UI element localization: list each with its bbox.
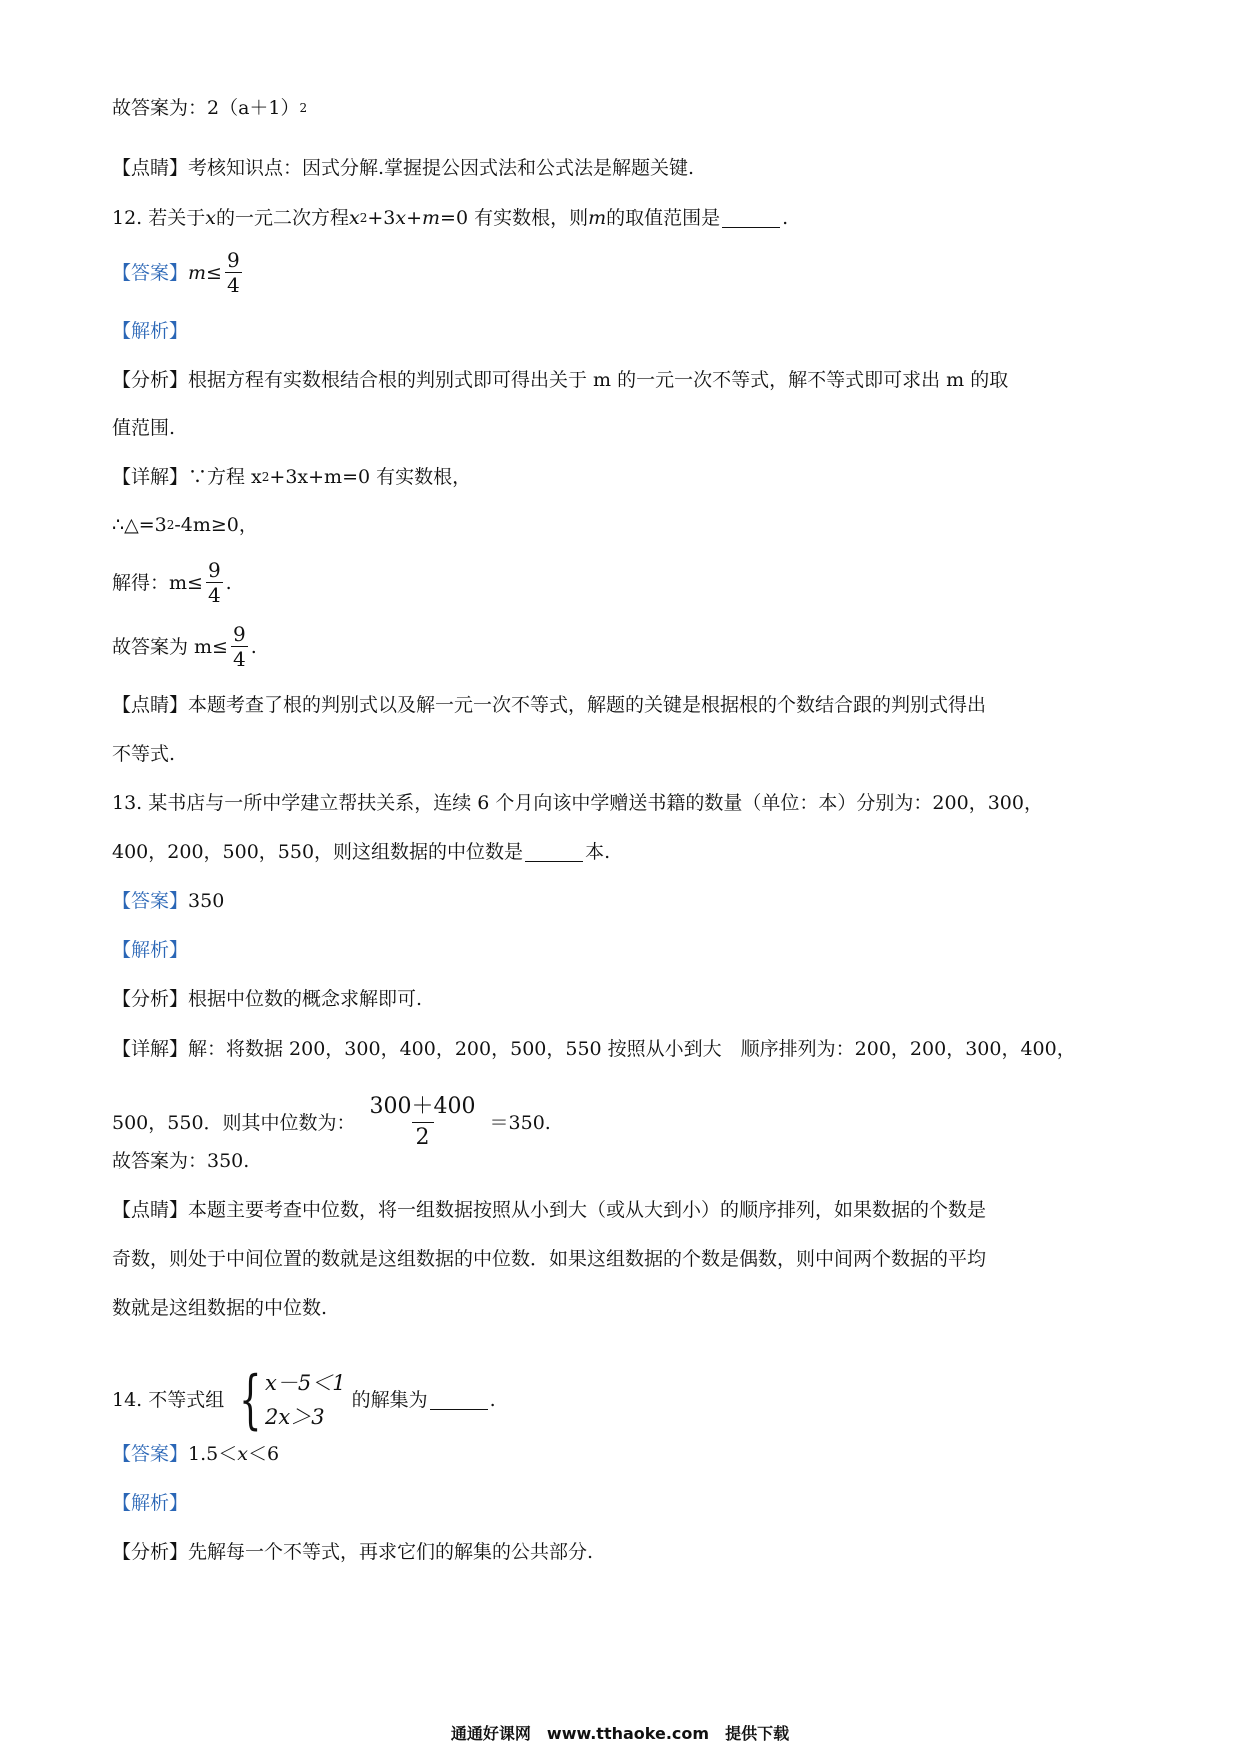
dianjing-13-line3: 数就是这组数据的中位数. [112, 1297, 328, 1319]
median-fraction: $\frac{300+400}{2}$ [366, 1092, 480, 1153]
dianjing-13-line1: 【点睛】本题主要考查中位数，将一组数据按照从小到大（或从大到小）的顺序排列，如果数据的个数是 [112, 1199, 987, 1221]
question-13-line1: 13. 某书店与一所中学建立帮扶关系，连续 6 个月向该中学赠送书籍的数量（单位：本）分别为：200，300， [112, 792, 1043, 814]
answer-restate-12: 故答案为 m≤ $\frac{9}{4}$ . [112, 622, 257, 671]
fenxi-12-line2: 值范围. [112, 417, 176, 439]
question-13-line2: 400，200，500，550，则这组数据的中位数是 本. [112, 841, 611, 863]
answer-12: 【答案】 m ≤ $\frac{9}{4}$ [112, 248, 240, 297]
answer-blank [722, 209, 780, 228]
fenxi-14: 【分析】先解每一个不等式，再求它们的解集的公共部分. [112, 1541, 594, 1563]
question-14: 14. 不等式组 { x－5＜1 2x＞3 的解集为 . [112, 1363, 496, 1437]
xiangjie-13-line1: 【详解】解：将数据 200，300，400，200，500，550 按照从小到大 顺序排列为：200，200，300，400， [112, 1038, 1076, 1060]
answer-line: 故答案为：2（a＋1） 2 [112, 97, 308, 119]
fraction: $\frac{9}{4}$ [207, 558, 221, 607]
fenxi-12-line1: 【分析】根据方程有实数根结合根的判别式即可得出关于 m 的一元一次不等式，解不等式即可求出 m 的取 [112, 369, 1009, 391]
answer-13: 【答案】 350 [112, 890, 225, 912]
answer-restate-13: 故答案为：350. [112, 1150, 250, 1172]
dianjing-12-line2: 不等式. [112, 743, 176, 765]
footer-watermark: 通通好课网 www.tthaoke.com 提供下载 [450, 1724, 790, 1743]
question-12: 12. 若关于 x 的一元二次方程 x 2 +3 x + m =0 有实数根，则 m 的取值范围是 . [112, 207, 789, 229]
inequality-system: { x－5＜1 2x＞3 [239, 1363, 346, 1437]
solve-line: 解得：m≤ $\frac{9}{4}$ . [112, 558, 232, 607]
xiangjie-12: 【详解】∵方程 x 2 +3x+m=0 有实数根， [112, 466, 472, 488]
delta-line: ∴△=3 2 -4m≥0， [112, 514, 258, 536]
dianjing-line: 【点睛】考核知识点：因式分解.掌握提公因式法和公式法是解题关键. [112, 157, 695, 179]
answer-blank [525, 843, 583, 862]
dianjing-13-line2: 奇数，则处于中间位置的数就是这组数据的中位数．如果这组数据的个数是偶数，则中间两个数据的平均 [112, 1248, 987, 1270]
brace-symbol: { [239, 1363, 262, 1437]
jiexi-label: 【解析】 [112, 939, 189, 961]
dianjing-12-line1: 【点睛】本题考查了根的判别式以及解一元一次不等式，解题的关键是根据根的个数结合跟的判别式得出 [112, 694, 987, 716]
answer-14: 【答案】 1.5＜ x ＜6 [112, 1443, 280, 1465]
answer-blank [430, 1391, 488, 1410]
fraction: $\frac{9}{4}$ [232, 622, 246, 671]
jiexi-label: 【解析】 [112, 320, 189, 342]
xiangjie-13-line2: 500，550．则其中位数为： $\frac{300+400}{2}$ ＝350. [112, 1092, 551, 1153]
fenxi-13: 【分析】根据中位数的概念求解即可. [112, 988, 423, 1010]
jiexi-label: 【解析】 [112, 1492, 189, 1514]
fraction: $\frac{9}{4}$ [226, 248, 240, 297]
